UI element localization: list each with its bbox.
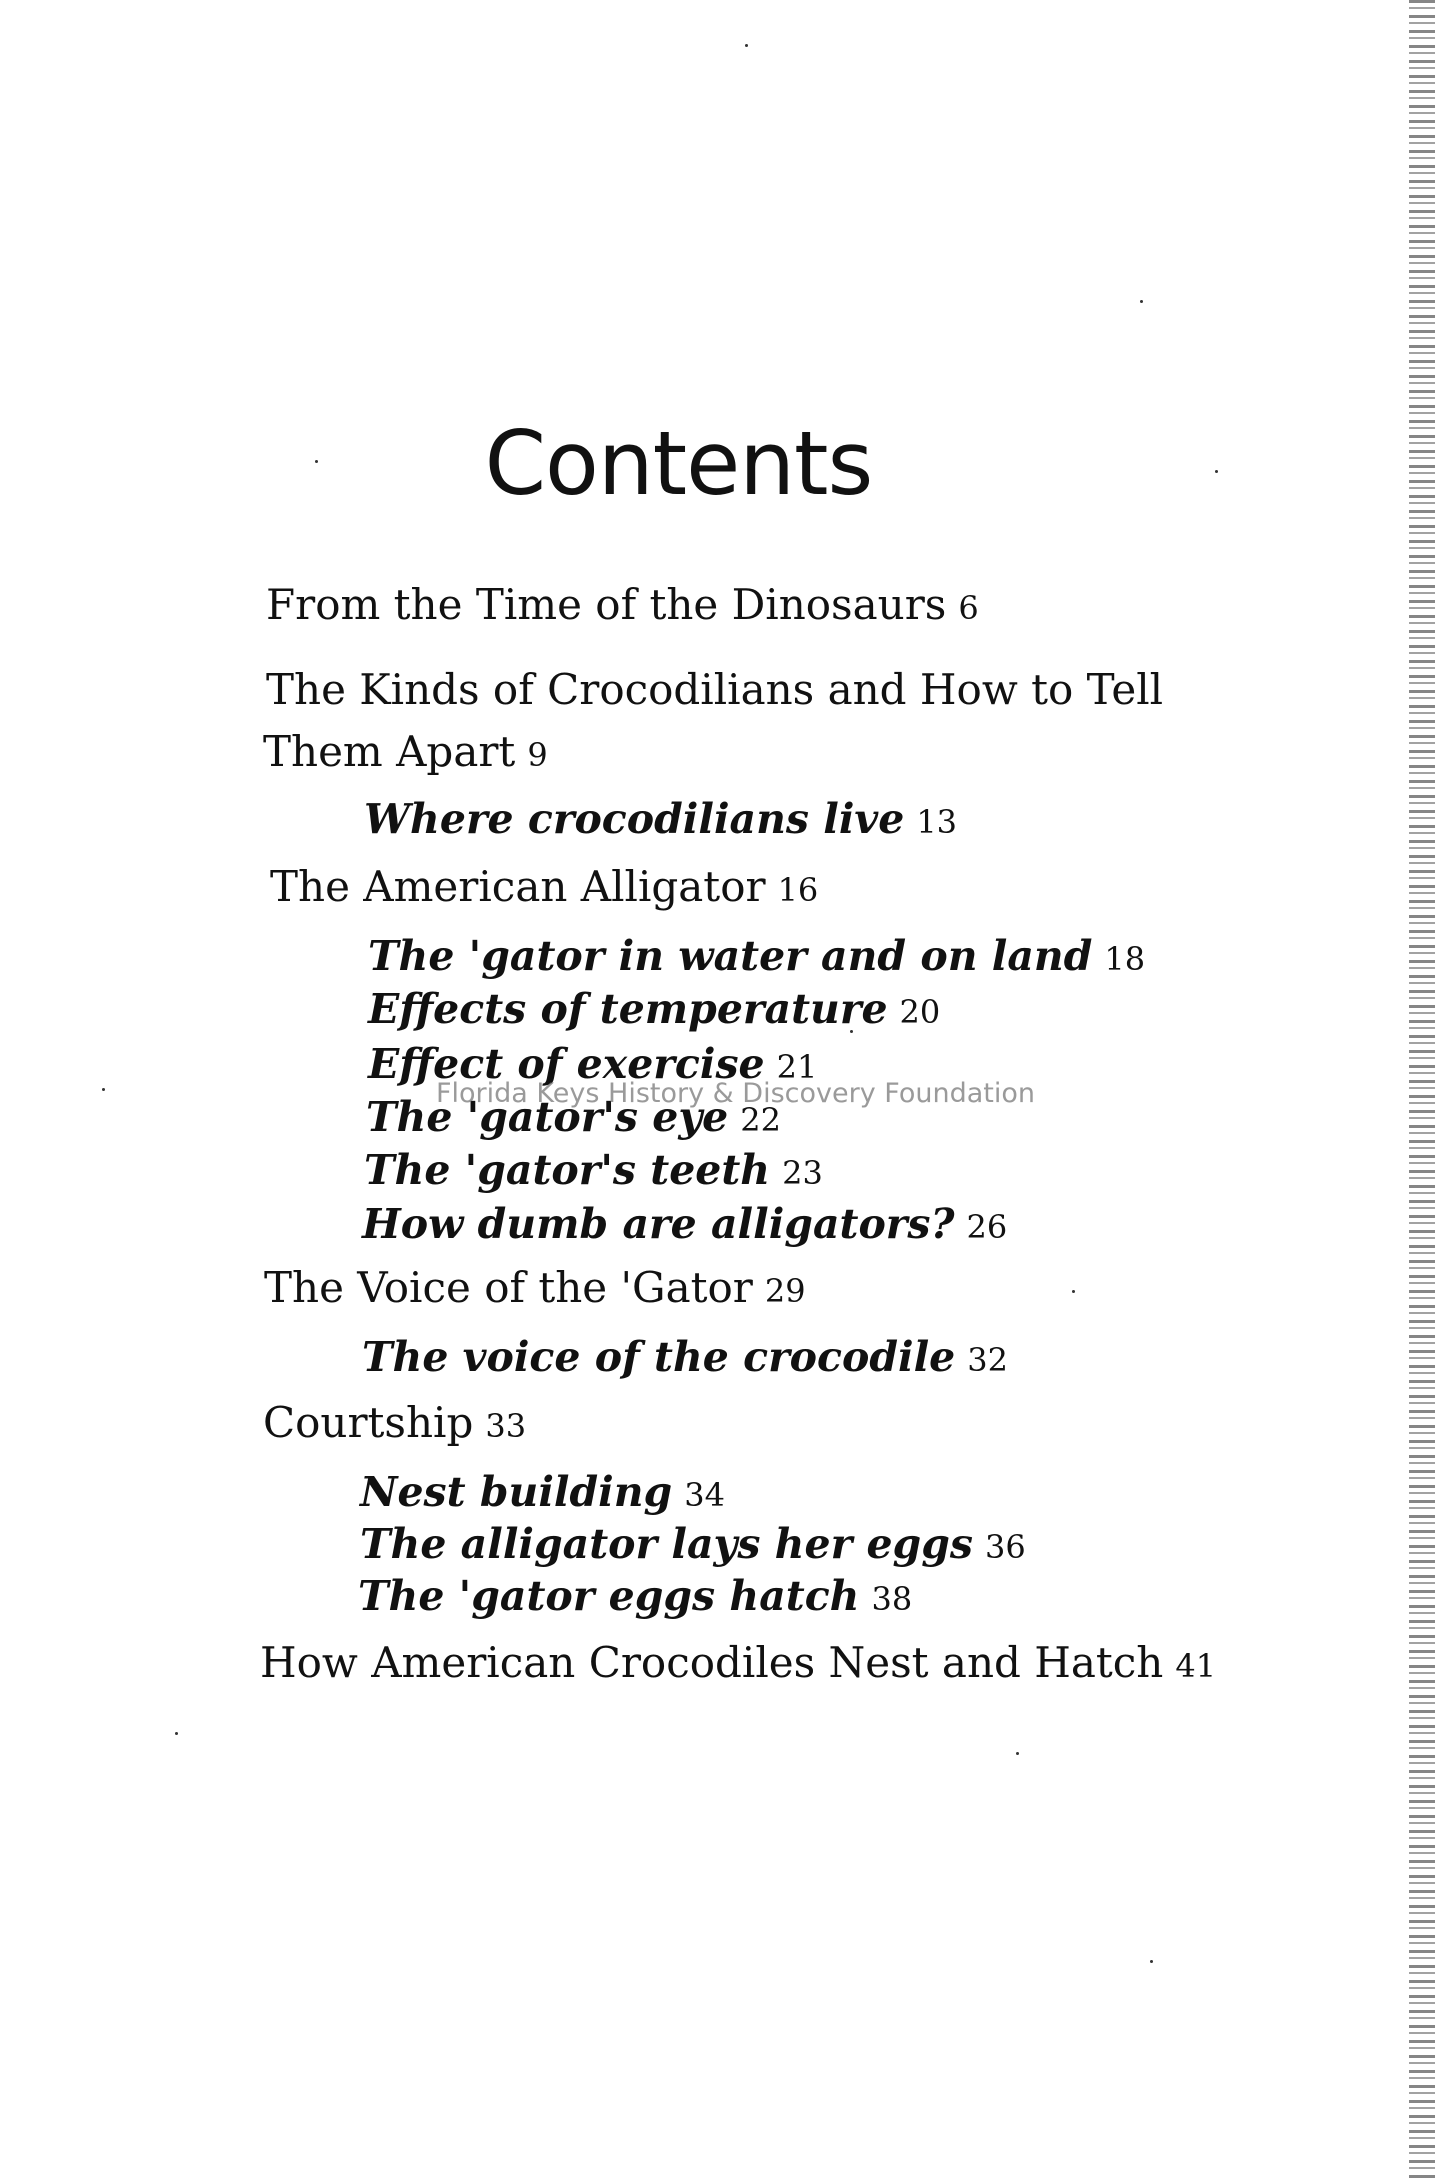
toc-entry-text: Where crocodilians live (364, 795, 905, 843)
toc-entry-text: The voice of the crocodile (362, 1333, 956, 1381)
scan-speck (745, 44, 748, 47)
toc-chapter (266, 665, 1163, 714)
toc-page-number: 13 (916, 803, 958, 841)
toc-section (364, 1146, 823, 1194)
toc-section (362, 1200, 1007, 1248)
toc-section (364, 795, 957, 843)
toc-page-number: 26 (966, 1208, 1008, 1246)
scan-speck (1150, 1960, 1153, 1963)
toc-chapter (263, 727, 548, 776)
toc-page-number: 9 (527, 736, 548, 774)
scan-speck (102, 1088, 105, 1091)
toc-section (358, 1572, 912, 1620)
toc-entry-text: The Voice of the 'Gator (264, 1263, 753, 1312)
toc-entry-text: The 'gator in water and on land (368, 932, 1093, 980)
toc-page-number: 21 (776, 1048, 818, 1086)
toc-entry-text: Effect of exercise (368, 1040, 765, 1088)
toc-page-number: 32 (967, 1341, 1008, 1379)
toc-entry-text: The alligator lays her eggs (360, 1520, 973, 1568)
toc-page-number: 23 (782, 1154, 823, 1192)
toc-section (368, 985, 940, 1033)
toc-chapter (266, 580, 979, 629)
scan-speck (1072, 1290, 1075, 1293)
toc-page-number: 29 (764, 1272, 806, 1310)
toc-page-number: 6 (958, 589, 979, 627)
toc-page-number: 22 (740, 1101, 781, 1139)
toc-page-number: 16 (777, 871, 819, 909)
toc-section (360, 1468, 725, 1516)
scan-speck (1016, 1752, 1019, 1755)
toc-page-number: 41 (1175, 1647, 1217, 1685)
scan-speck (1140, 300, 1143, 303)
toc-entry-text: The 'gator's eye (366, 1093, 729, 1141)
toc-page-number: 36 (984, 1528, 1026, 1566)
toc-chapter (263, 1398, 526, 1447)
toc-entry-text: The 'gator eggs hatch (358, 1572, 860, 1620)
toc-entry-text: The 'gator's teeth (364, 1146, 771, 1194)
toc-entry-text: From the Time of the Dinosaurs (266, 580, 947, 629)
toc-chapter (270, 862, 818, 911)
toc-entry-text: Nest building (360, 1468, 673, 1516)
toc-page-number: 38 (871, 1580, 913, 1618)
toc-page-number: 20 (899, 993, 941, 1031)
toc-page-number: 18 (1104, 940, 1146, 978)
toc-page-number: 33 (485, 1407, 527, 1445)
toc-section (362, 1333, 1008, 1381)
page-edge-shadow (1409, 0, 1435, 2180)
toc-entry-text: Them Apart (263, 727, 516, 776)
toc-entry-text: Courtship (263, 1398, 474, 1447)
toc-chapter (264, 1263, 806, 1312)
watermark: Florida Keys History & Discovery Foundation (436, 1078, 1035, 1109)
toc-entry-text: Effects of temperature (368, 985, 888, 1033)
toc-chapter (260, 1638, 1216, 1687)
toc-page-number: 34 (684, 1476, 725, 1514)
toc-entry-text: How dumb are alligators? (362, 1200, 955, 1248)
scan-speck (175, 1732, 178, 1735)
toc-entry-text: The Kinds of Crocodilians and How to Tell (266, 665, 1164, 714)
toc-entry-text: The American Alligator (270, 862, 766, 911)
toc-entry-text: How American Crocodiles Nest and Hatch (260, 1638, 1164, 1687)
toc-section (360, 1520, 1026, 1568)
page-title: Contents (484, 412, 873, 515)
toc-section (368, 932, 1145, 980)
